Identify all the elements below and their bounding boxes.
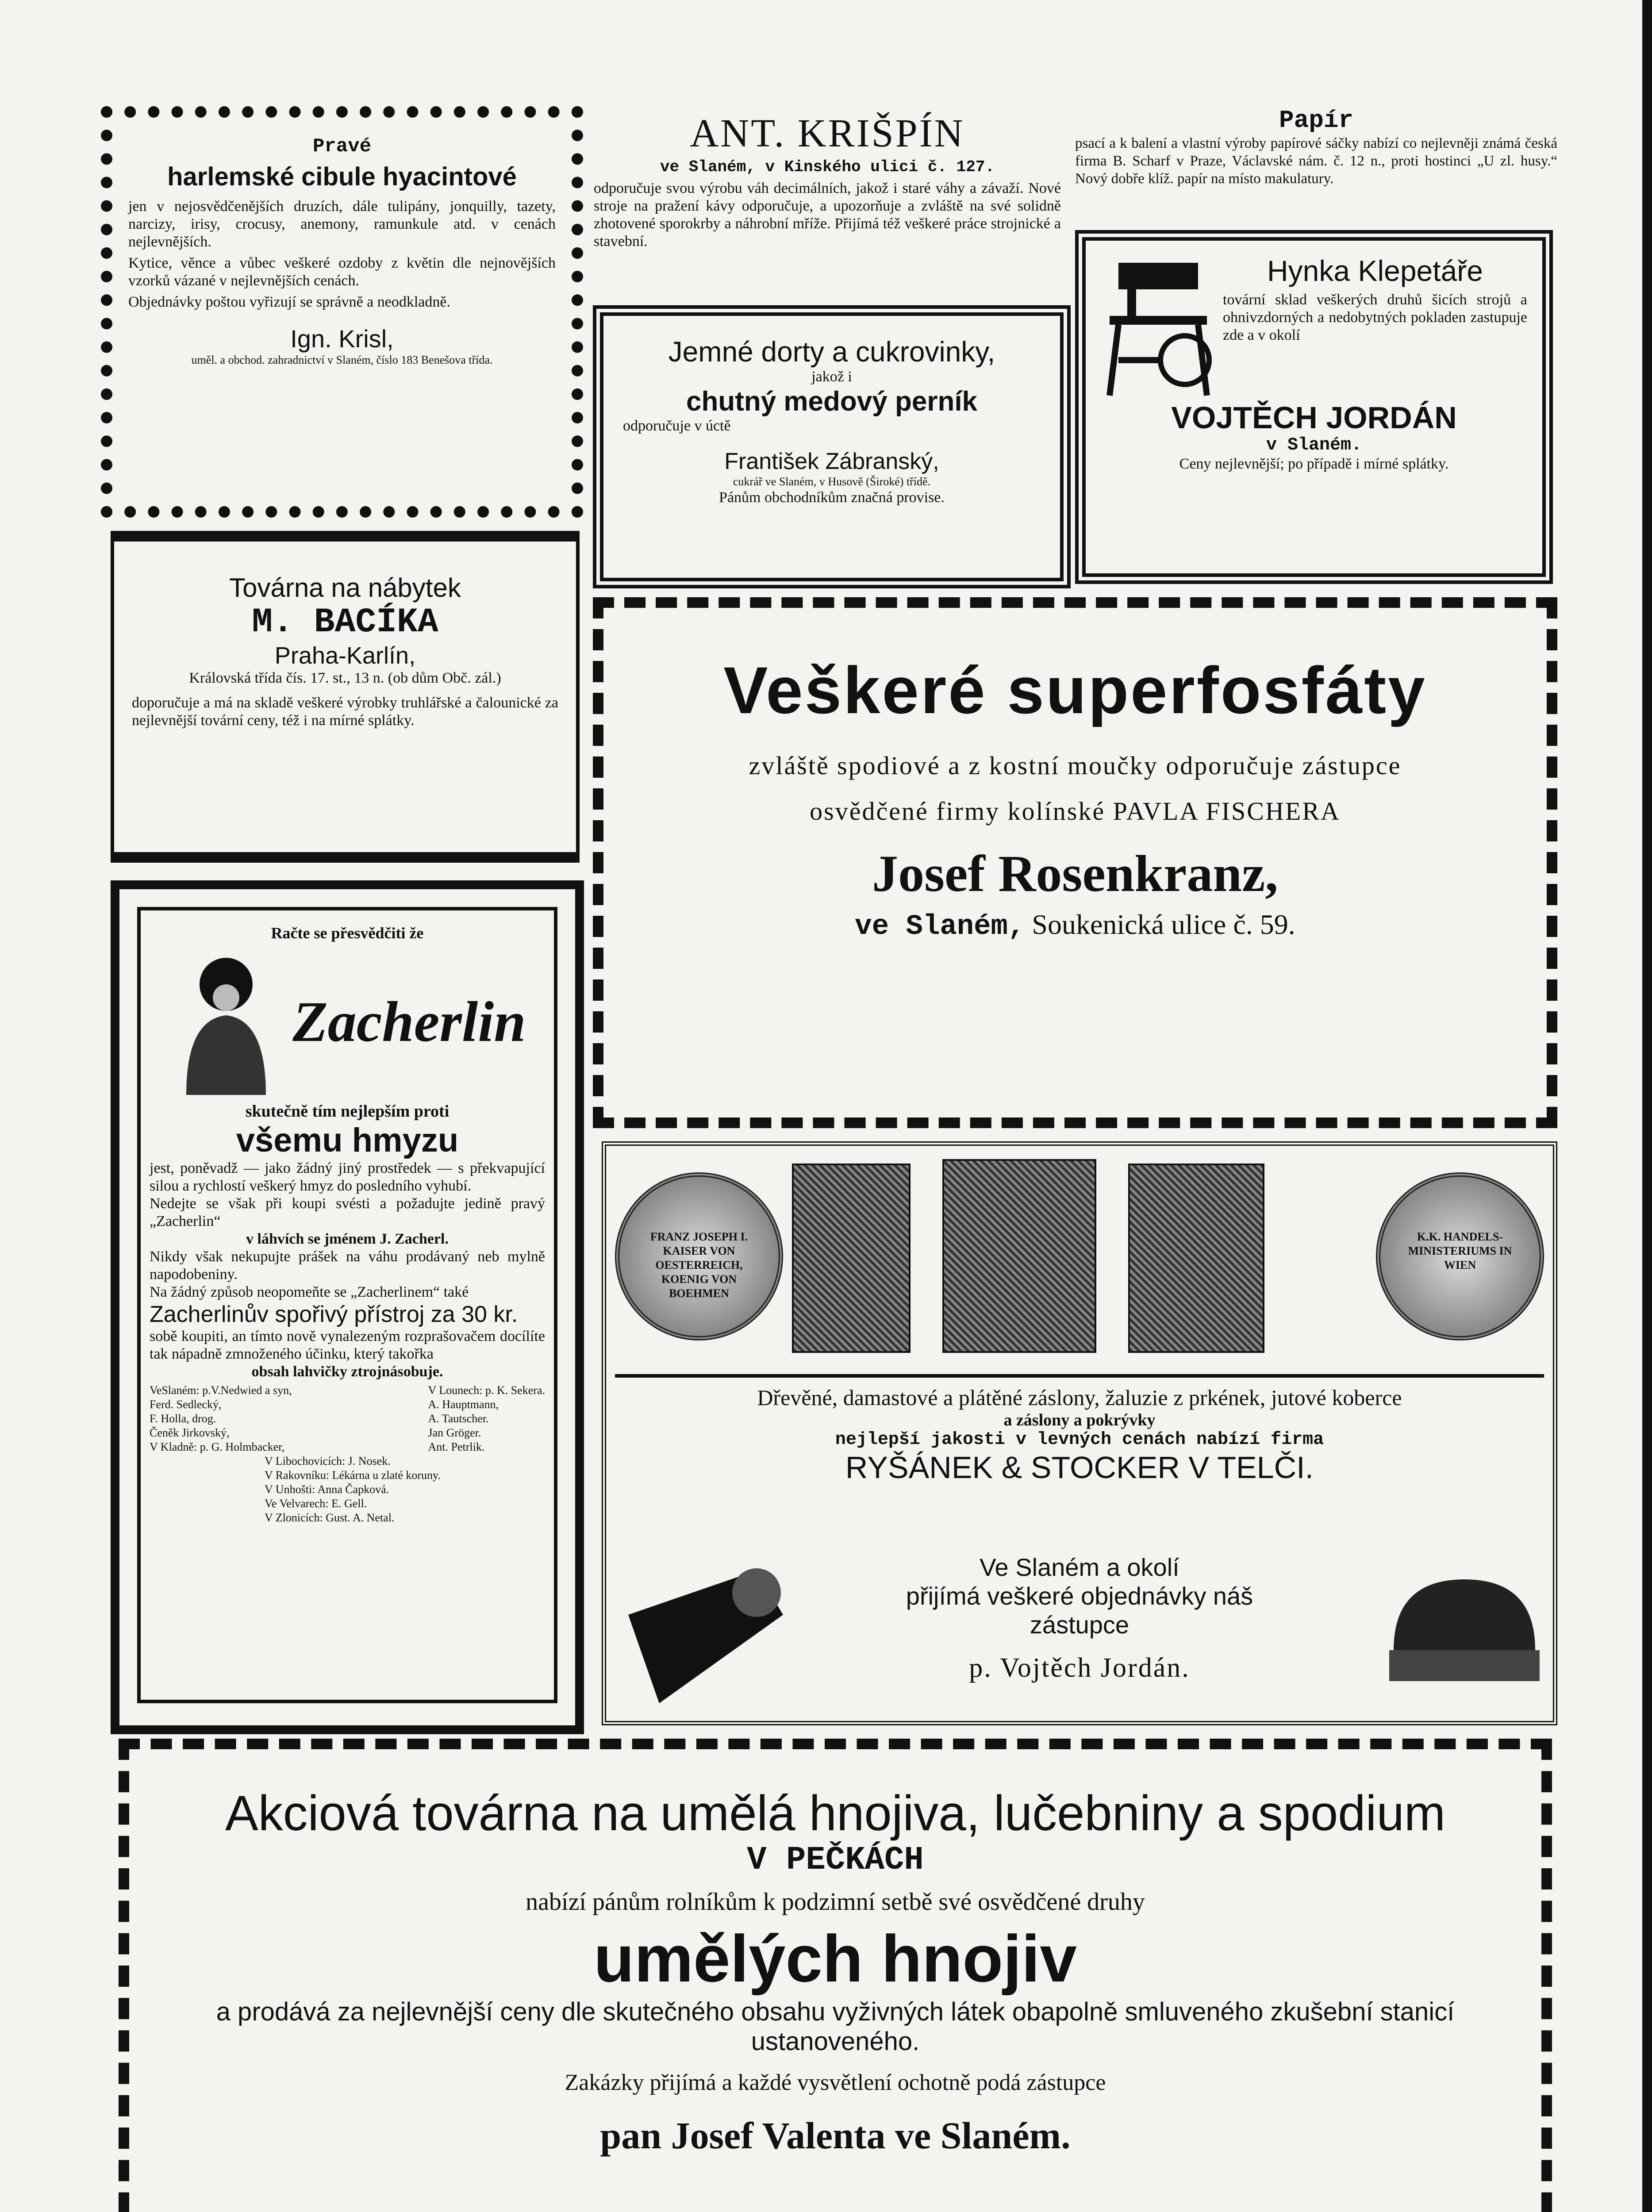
zacherl-dealer: V Rakovníku: Lékárna u zlaté koruny.: [265, 1469, 441, 1482]
peckach-agent: pan Josef Valenta ve Slaném.: [600, 2114, 1071, 2157]
ad-klepetar: [1075, 230, 1553, 584]
zacherl-dealer: A. Tautscher.: [428, 1412, 489, 1425]
papir-body: psací a k balení a vlastní výroby papírové sáčky nabízí co nejlevněji známá česká firma B. Scharf v Praze, Václavské nám. č. 12 n., proti hostinci „U zl. husy.“ Nový dobře klíž. papír na místo makulatury.: [1075, 135, 1557, 187]
zacherl-body-4: Nikdy však nekupujte prášek na váhu prodávaný neb mylně napodobeniny.: [150, 1248, 545, 1283]
krisl-body-1: jen v nejosvědčenějších druzích, dále tulipány, jonquilly, tazety, narcizy, irisy, crocusy, anemony, ramunkule atd. v cenách nejlevnějších.: [128, 198, 556, 250]
bacik-address: Královská třída čís. 17. st., 13 n. (ob dům Obč. zál.): [189, 670, 501, 686]
turk-figure-icon: [169, 949, 284, 1095]
rysanek-divider: [615, 1374, 1544, 1378]
klepetar-prices: Ceny nejlevnější; po případě i mírné splátky.: [1179, 456, 1449, 472]
ad-krispin: [588, 106, 1066, 301]
zacherl-dealer: Ve Velvarech: E. Gell.: [265, 1497, 367, 1510]
seal-left-text: FRANZ JOSEPH I. KAISER VON OESTERREICH, KOENIG VON BOEHMEN: [650, 1230, 748, 1300]
rosenkranz-place: ve Slaném,: [855, 911, 1025, 943]
ad-bacik: [111, 531, 580, 863]
zacherl-top: Račte se přesvědčiti že: [271, 924, 424, 942]
krisl-kicker: Pravé: [312, 135, 372, 157]
zacherl-dealer: V Lounech: p. K. Sekera.: [428, 1384, 545, 1397]
zabransky-name: František Zábranský,: [724, 449, 939, 474]
zabransky-line-1: Jemné dorty a cukrovinky,: [668, 336, 995, 368]
klepetar-body: tovární sklad veškerých druhů šicích strojů a ohnivzdorných a nedobytných pokladen zastupuje zde a v okolí: [1223, 292, 1527, 343]
zacherl-head-3: Zacherlinův spořivý přístroj za 30 kr.: [150, 1302, 518, 1327]
shutter-image: [792, 1164, 911, 1353]
ad-papir: [1071, 106, 1562, 221]
krispin-name: ANT. KRIŠPÍN: [690, 111, 965, 155]
rysanek-firm: RYŠÁNEK & STOCKER V TELČI.: [845, 1450, 1314, 1485]
krisl-address: uměl. a obchod. zahradnictví v Slaném, číslo 183 Benešova třída.: [191, 353, 493, 366]
curtain-image: [942, 1159, 1096, 1353]
window-image: [1128, 1164, 1264, 1353]
zabransky-address: cukrář ve Slaném, v Husově (Široké) třídě.: [733, 475, 931, 488]
zacherl-dealers-bottom: [150, 1454, 545, 1525]
zabransky-line-3: chutný medový perník: [686, 386, 978, 417]
zacherl-dealer: V Kladně: p. G. Holmbacker,: [150, 1440, 285, 1453]
papir-title: Papír: [1279, 106, 1354, 134]
zacherl-dealer: F. Holla, drog.: [150, 1412, 216, 1425]
rosenkranz-line-2: osvědčené firmy kolínské PAVLA FISCHERA: [810, 797, 1341, 826]
peckach-title: Akciová továrna na umělá hnojiva, lučebniny a spodium: [225, 1786, 1446, 1841]
zacherl-dealer: Ferd. Sedlecký,: [150, 1398, 222, 1411]
zabransky-line-4: odporučuje v úctě: [623, 418, 731, 434]
zacherl-dealers-left: [150, 1383, 292, 1454]
sewing-machine-icon: [1101, 254, 1216, 400]
bacik-body: doporučuje a má na skladě veškeré výrobky truhlářské a čalounické za nejlevnější tovární ceny, též i na mírné splátky.: [132, 695, 558, 729]
zacherl-dealer: Ant. Petrlik.: [428, 1440, 485, 1453]
peckach-place: V PEČKÁCH: [747, 1842, 924, 1879]
peckach-line-1: nabízí pánům rolníkům k podzimní setbě své osvědčené druhy: [526, 1888, 1145, 1916]
krisl-title: harlemské cibule hyacintové: [167, 162, 517, 191]
zacherl-dealer: V Libochovicích: J. Nosek.: [265, 1455, 391, 1467]
zacherl-body-3: v láhvích se jménem J. Zacherl.: [246, 1231, 449, 1247]
ad-rysanek: [602, 1141, 1557, 1725]
rysanek-line-5: přijímá veškeré objednávky náš zástupce: [906, 1582, 1253, 1639]
rysanek-line-1: Dřevěné, damastové a plátěné záslony, žaluzie z prkének, jutové koberce: [757, 1385, 1402, 1410]
seal-right-text: K.K. HANDELS-MINISTERIUMS IN WIEN: [1408, 1230, 1512, 1271]
rysanek-line-2: a záslony a pokrývky: [1003, 1411, 1156, 1429]
page-edge: [1642, 0, 1652, 2212]
klepetar-agent: VOJTĚCH JORDÁN: [1171, 400, 1457, 435]
peckach-line-3: Zakázky přijímá a každé vysvětlení ochotně podá zástupce: [565, 2070, 1106, 2095]
bacik-name: M. BACÍKA: [252, 603, 438, 642]
krispin-place: ve Slaném, v Kinského ulici č. 127.: [660, 158, 995, 176]
krisl-name: Ign. Krisl,: [290, 325, 394, 353]
zacherl-dealer: Čeněk Jirkovský,: [150, 1426, 230, 1439]
zacherl-head-2: všemu hmyzu: [236, 1121, 459, 1159]
bacik-city: Praha-Karlín,: [274, 642, 416, 669]
rosenkranz-name: Josef Rosenkranz,: [872, 845, 1278, 902]
rysanek-line-3: nejlepší jakosti v levných cenách nabízí firma: [835, 1430, 1324, 1450]
zacherl-logo: Zacherlin: [292, 990, 526, 1054]
rosenkranz-place-line: [630, 908, 1520, 943]
zacherl-head-1: skutečně tím nejlepším proti: [245, 1102, 449, 1121]
ad-peckach: [119, 1739, 1552, 2212]
rosenkranz-line-1: zvláště spodiové a z kostní moučky odporučuje zástupce: [749, 751, 1402, 780]
ad-zabransky: [593, 305, 1071, 588]
ad-zacherl: [111, 880, 584, 1734]
peckach-headline: umělých hnojiv: [594, 1921, 1077, 1996]
rysanek-agent: p. Vojtěch Jordán.: [969, 1653, 1190, 1683]
ad-krisl: [101, 106, 583, 518]
rosenkranz-headline: Veškeré superfosfáty: [723, 653, 1427, 727]
krisl-body-2: Kytice, věnce a vůbec veškeré ozdoby z květin dle nejnovějších vzorků vázané v nejlevnějších cenách.: [128, 255, 556, 289]
zacherl-dealers-right: [428, 1383, 545, 1454]
zacherl-dealer: VeSlaném: p.V.Nedwied a syn,: [150, 1384, 292, 1397]
klepetar-place: v Slaném.: [1266, 435, 1362, 455]
zacherl-body-2: Nedejte se však při koupi svésti a požadujte jedině pravý „Zacherlin“: [150, 1195, 545, 1229]
krisl-body-3: Objednávky poštou vyřizují se správně a neodkladně.: [128, 294, 450, 310]
rosenkranz-street: Soukenická ulice č. 59.: [1032, 909, 1295, 940]
zabransky-note: Pánům obchodníkům značná provise.: [719, 489, 945, 506]
krispin-body: odporučuje svou výrobu váh decimálních, jakož i staré váhy a závaží. Nové stroje na pražení kávy odporučuje, a upozorňuje a zvláště na své solidně zhotovené sporokrby a náhrobní mříže. Přijímá též veškeré práce strojnické a stavební.: [594, 180, 1061, 250]
embroidered-cap-icon: [1385, 1562, 1544, 1694]
zacherl-dealers: [150, 1383, 545, 1454]
zacherl-dealer: V Unhošti: Anna Čapková.: [265, 1483, 389, 1496]
zacherl-head-4: obsah lahvičky ztrojnásobuje.: [251, 1363, 443, 1380]
rysanek-line-4: Ve Slaném a okolí: [980, 1553, 1179, 1581]
zacherl-body-6: sobě koupiti, an tímto nově vynalezeným rozprašovačem docílíte tak nápadně zmnoženého účinku, který takořka: [150, 1328, 545, 1362]
roll-carpet-icon: [624, 1562, 792, 1708]
peckach-line-2: a prodává za nejlevnější ceny dle skutečného obsahu vyživných látek obapolně smluveného zkušební stanicí ustanoveného.: [216, 1997, 1455, 2056]
zacherl-body-5: Na žádný způsob neopomeňte se „Zacherlinem“ také: [150, 1284, 469, 1300]
klepetar-title: Hynka Klepetáře: [1267, 254, 1483, 287]
zacherl-dealer: A. Hauptmann,: [428, 1398, 499, 1411]
ministry-seal-right: [1376, 1172, 1544, 1340]
ad-rosenkranz: [593, 597, 1557, 1128]
zabransky-line-2: jakož i: [811, 369, 852, 385]
zacherl-dealer: Jan Gröger.: [428, 1426, 481, 1439]
bacik-line-1: Továrna na nábytek: [229, 573, 461, 603]
zacherl-dealer: V Zlonicích: Gust. A. Netal.: [265, 1511, 395, 1524]
imperial-seal-left: [615, 1172, 783, 1340]
zacherl-body-1: jest, poněvadž — jako žádný jiný prostředek — s překvapující silou a rychlostí veškerý hmyz do posledního vyhubí.: [150, 1160, 545, 1194]
